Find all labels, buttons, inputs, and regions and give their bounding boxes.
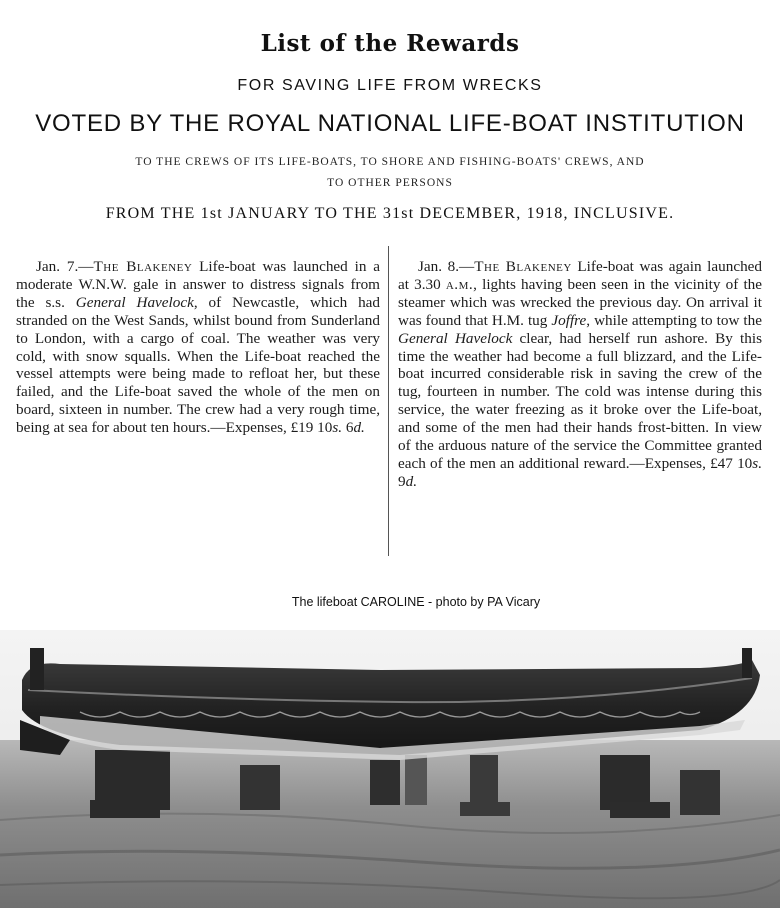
tug-name: Joffre (551, 311, 587, 329)
stern-post (30, 648, 44, 690)
pence-mark: d. (353, 419, 365, 437)
subtitle-saving-life: FOR SAVING LIFE FROM WRECKS (237, 77, 543, 94)
entry-date: Jan. 8.— (418, 258, 475, 275)
shillings-mark: s. (332, 419, 343, 437)
entry-text: clear, had herself run ashore. By this time the weather had become a full blizzard, and the Life-boat incurred considerable risk in saving the crew of the tug, fourteen in number. The cold was intense during this service, the water freezing as it broke over the Life-boat, and some of the men had their hands frost-bitten. In view of the arduous nature of the service the Committee granted each of the men an additional reward.—Expenses, £47 10 (398, 329, 762, 472)
entry-text: , while attempting to tow the (586, 311, 762, 329)
article-jan-7 (16, 258, 380, 437)
shillings-mark: s. (752, 454, 762, 472)
subtitle-recipients-line-2: TO OTHER PERSONS (327, 177, 453, 189)
entry-text: , lights having been seen in the vicinity of the steamer which was wrecked the previous day. On arrival it was found that H.M. tug (398, 275, 762, 329)
subtitle-recipients-line-1: TO THE CREWS OF ITS LIFE-BOATS, TO SHORE AND FISHING-BOATS' CREWS, AND (135, 156, 645, 168)
entry-text: Life-boat was again launched at 3.30 (398, 258, 762, 293)
subtitle-recipients (0, 152, 780, 194)
entry-text: , of Newcastle, which had stranded on the West Sands, whilst bound from Sunderland to London, with a cargo of coal. The weather was very cold, with snow squalls. When the Life-boat reached the vessel attempts were being made to refloat her, but these failed, and the Life-boat saved the whole of the men on board, sixteen in number. The crew had a very rough time, being at sea for about ten hours.—Expenses, £19 10 (16, 293, 381, 437)
station-name: The Blakeney (93, 258, 193, 275)
bow-post (742, 648, 752, 678)
pence-mark: d. (405, 472, 417, 490)
article-right-column (398, 258, 762, 491)
entry-text: Life-boat was launched in a moderate W.N.W. gale in answer to distress signals from the s.s. (16, 258, 380, 311)
time-suffix: a.m. (445, 275, 474, 293)
subtitle-institution: VOTED BY THE ROYAL NATIONAL LIFE-BOAT INSTITUTION (35, 110, 745, 137)
lifeboat-photo (0, 630, 780, 908)
ship-name: General Havelock (398, 329, 513, 347)
entry-text: 9 (398, 472, 406, 490)
lifeboat-photo-image (0, 630, 780, 908)
station-name: The Blakeney (474, 258, 572, 275)
column-divider (388, 246, 389, 556)
article-left-column (16, 258, 380, 437)
ship-name: General Havelock (75, 293, 194, 311)
entry-date: Jan. 7.— (36, 258, 94, 275)
entry-text: 6 (342, 419, 354, 437)
article-jan-8 (398, 258, 762, 491)
photo-caption: The lifeboat CAROLINE - photo by PA Vicary (291, 595, 541, 609)
document-title: List of the Rewards (260, 30, 520, 57)
subtitle-date-range: FROM THE 1st JANUARY TO THE 31st DECEMBER, 1918, INCLUSIVE. (105, 205, 675, 222)
